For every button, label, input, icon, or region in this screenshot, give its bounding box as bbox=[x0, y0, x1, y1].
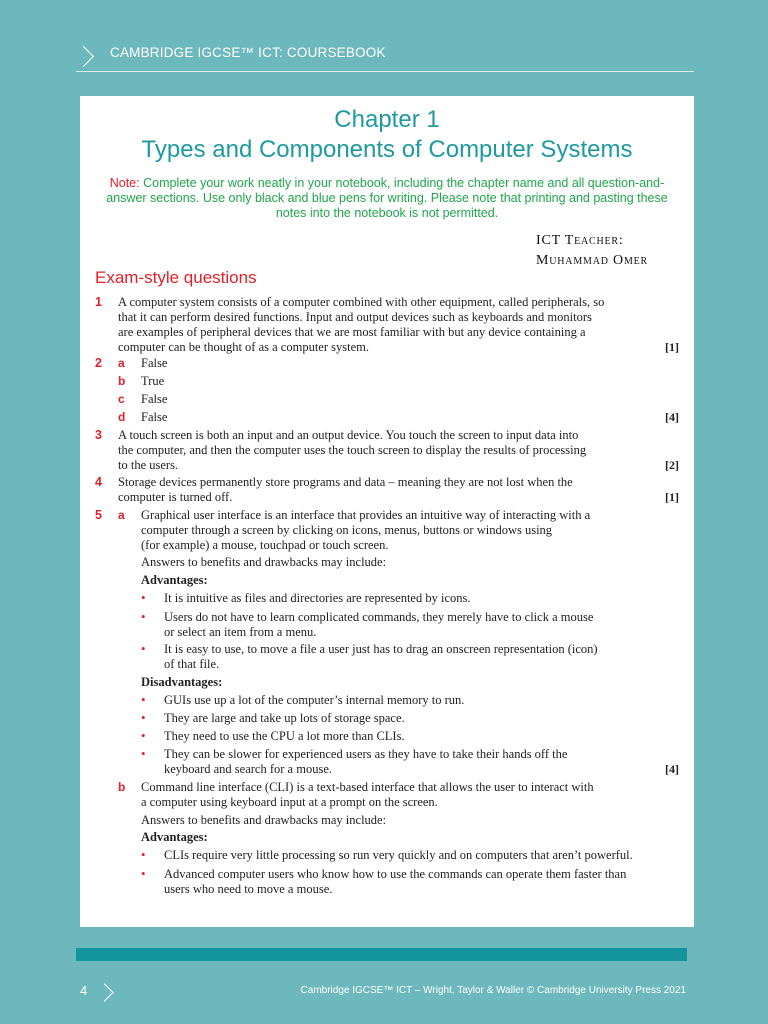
teacher-label: ICT Teacher: bbox=[536, 233, 624, 248]
question-number: 1 bbox=[95, 295, 102, 309]
answer-text bbox=[141, 780, 661, 810]
list-item bbox=[164, 747, 664, 777]
answer-intro: Answers to benefits and drawbacks may include: bbox=[141, 813, 387, 827]
text-line: computer can be thought of as a computer system. bbox=[118, 340, 369, 354]
text-line: Storage devices permanently store programs and data – meaning they are not lost when the bbox=[118, 475, 573, 489]
text-line: to the users. bbox=[118, 458, 179, 472]
answer-text: False bbox=[141, 356, 168, 370]
header-divider bbox=[76, 71, 694, 72]
bullet-icon: • bbox=[141, 692, 146, 707]
part-letter: a bbox=[118, 508, 125, 522]
text-line: users who need to move a mouse. bbox=[164, 882, 333, 896]
list-item: They are large and take up lots of storage space. bbox=[164, 711, 405, 725]
footer-band bbox=[76, 948, 687, 961]
list-item: GUIs use up a lot of the computer’s internal memory to run. bbox=[164, 693, 465, 707]
question-number: 2 bbox=[95, 356, 102, 370]
bullet-icon: • bbox=[141, 847, 146, 862]
list-item bbox=[164, 867, 664, 897]
text-line: Graphical user interface is an interface that provides an intuitive way of interacting with a bbox=[141, 508, 591, 522]
mark: [2] bbox=[665, 458, 679, 472]
list-item bbox=[164, 610, 664, 640]
advantages-label: Advantages: bbox=[141, 573, 208, 587]
advantages-label: Advantages: bbox=[141, 830, 208, 844]
note-text: Complete your work neatly in your notebook, including the chapter name and all question-and-answer sections. Use only black and blue pens for writing. Please note that printing and pasting these notes into the notebook is not permitted. bbox=[106, 176, 668, 220]
text-line: computer through a screen by clicking on icons, menus, buttons or windows using bbox=[141, 523, 553, 537]
note-paragraph bbox=[90, 176, 684, 221]
bullet-icon: • bbox=[141, 609, 146, 624]
content-sheet bbox=[80, 96, 694, 927]
mark: [1] bbox=[665, 340, 679, 354]
note-label: Note: bbox=[109, 176, 140, 190]
chapter-title: Types and Components of Computer Systems bbox=[141, 136, 633, 163]
chapter-number: Chapter 1 bbox=[334, 106, 440, 133]
chevron-right-icon bbox=[95, 983, 113, 1001]
bullet-icon: • bbox=[141, 866, 146, 881]
part-letter: a bbox=[118, 356, 125, 370]
answer-intro: Answers to benefits and drawbacks may include: bbox=[141, 555, 387, 569]
text-line: (for example) a mouse, touchpad or touch screen. bbox=[141, 538, 389, 552]
bullet-icon: • bbox=[141, 710, 146, 725]
text-line: Advanced computer users who know how to use the commands can operate them faster than bbox=[164, 867, 627, 881]
text-line: A computer system consists of a computer combined with other equipment, called peripherals, so bbox=[118, 295, 605, 309]
text-line: Users do not have to learn complicated commands, they merely have to click a mouse bbox=[164, 610, 594, 624]
list-item: It is intuitive as files and directories are represented by icons. bbox=[164, 591, 471, 605]
answer-text bbox=[118, 295, 658, 355]
text-line: They can be slower for experienced users as they have to take their hands off the bbox=[164, 747, 568, 761]
text-line: a computer using keyboard input at a prompt on the screen. bbox=[141, 795, 438, 809]
question-number: 4 bbox=[95, 475, 102, 489]
text-line: the computer, and then the computer uses the touch screen to display the results of processing bbox=[118, 443, 587, 457]
part-letter: b bbox=[118, 780, 126, 794]
chevron-right-icon bbox=[73, 46, 94, 67]
teacher-name: Muhammad Omer bbox=[536, 253, 649, 268]
answer-text bbox=[118, 428, 658, 473]
mark: [4] bbox=[665, 410, 679, 424]
copyright-text: Cambridge IGCSE™ ICT – Wright, Taylor & Waller © Cambridge University Press 2021 bbox=[300, 985, 686, 996]
answer-text bbox=[118, 475, 658, 505]
page-header bbox=[0, 0, 768, 110]
answer-text: False bbox=[141, 410, 168, 424]
text-line: keyboard and search for a mouse. bbox=[164, 762, 332, 776]
list-item: CLIs require very little processing so run very quickly and on computers that aren’t powerful. bbox=[164, 848, 633, 862]
bullet-icon: • bbox=[141, 728, 146, 743]
list-item: They need to use the CPU a lot more than CLIs. bbox=[164, 729, 405, 743]
bullet-icon: • bbox=[141, 746, 146, 761]
answer-text bbox=[141, 508, 661, 553]
mark: [1] bbox=[665, 490, 679, 504]
page-number: 4 bbox=[80, 983, 88, 998]
book-title: CAMBRIDGE IGCSE™ ICT: COURSEBOOK bbox=[110, 45, 386, 60]
mark: [4] bbox=[665, 762, 679, 776]
text-line: Command line interface (CLI) is a text-based interface that allows the user to interact with bbox=[141, 780, 594, 794]
question-number: 5 bbox=[95, 508, 102, 522]
bullet-icon: • bbox=[141, 590, 146, 605]
part-letter: d bbox=[118, 410, 126, 424]
section-heading: Exam-style questions bbox=[95, 268, 257, 287]
bullet-icon: • bbox=[141, 641, 146, 656]
text-line: computer is turned off. bbox=[118, 490, 233, 504]
text-line: that it can perform desired functions. Input and output devices such as keyboards and monitors bbox=[118, 310, 592, 324]
part-letter: b bbox=[118, 374, 126, 388]
disadvantages-label: Disadvantages: bbox=[141, 675, 223, 689]
answer-text: False bbox=[141, 392, 168, 406]
text-line: or select an item from a menu. bbox=[164, 625, 317, 639]
part-letter: c bbox=[118, 392, 125, 406]
text-line: A touch screen is both an input and an output device. You touch the screen to input data into bbox=[118, 428, 579, 442]
answer-text: True bbox=[141, 374, 165, 388]
list-item bbox=[164, 642, 664, 672]
question-number: 3 bbox=[95, 428, 102, 442]
text-line: are examples of peripheral devices that we are most familiar with but any device containing a bbox=[118, 325, 586, 339]
text-line: It is easy to use, to move a file a user just has to drag an onscreen representation (icon) bbox=[164, 642, 598, 656]
text-line: of that file. bbox=[164, 657, 220, 671]
